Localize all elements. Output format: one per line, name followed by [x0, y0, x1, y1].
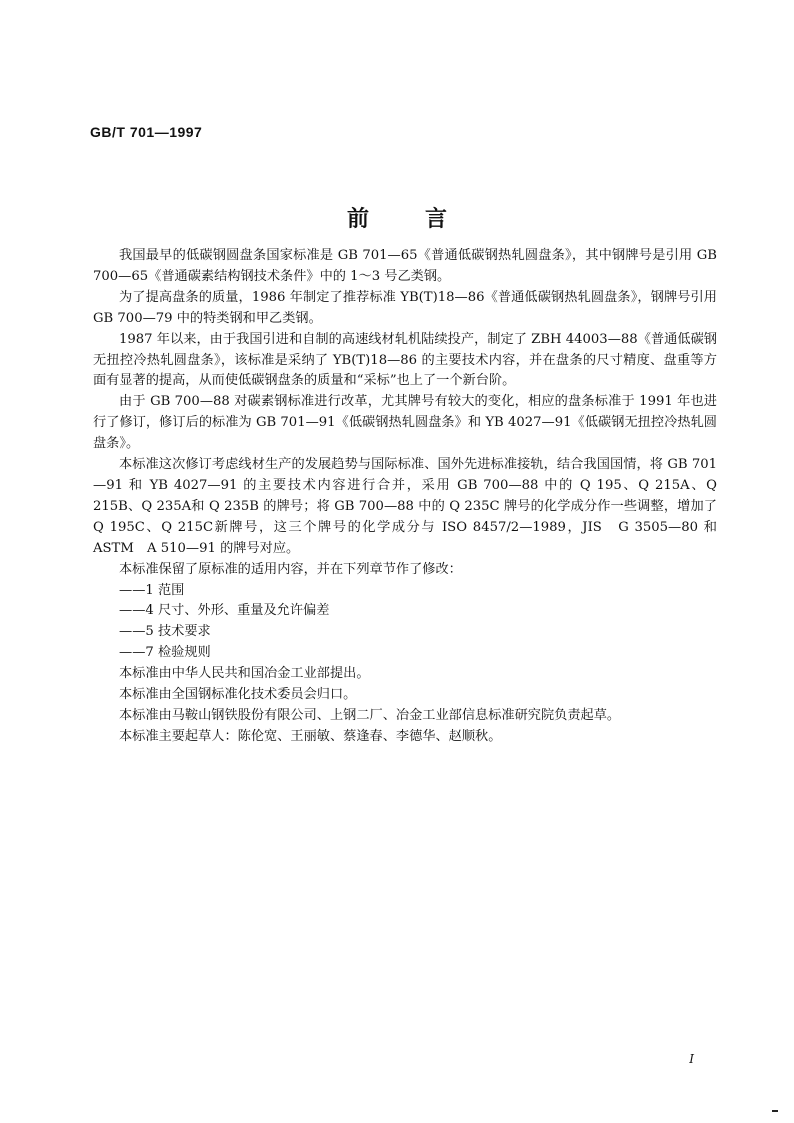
paragraph-1991-revision: 由于 GB 700—88 对碳素钢标准进行改革，尤其牌号有较大的变化，相应的盘条标准于 1991 年也进行了修订，修订后的标准为 GB 701—91《低碳钢热轧圆盘条》和 YB 4027—91《低碳钢无扭控冷热轧圆盘条》。	[93, 394, 717, 452]
standard-code: GB/T 701—1997	[90, 124, 203, 140]
paragraph-administered-by: 本标准由全国钢标准化技术委员会归口。	[119, 687, 357, 703]
paragraph-1987: 1987 年以来，由于我国引进和自制的高速线材轧机陆续投产，制定了 ZBH 44003—88《普通低碳钢无扭控冷热轧圆盘条》，该标准是采纳了 YB(T)18—86 的主要技术内容，并在盘条的尺寸精度、盘重等方面有显著的提高，从而使低碳钢盘条的质量和“采标”也上了一个新台阶。	[93, 331, 717, 389]
paragraph-1986: 为了提高盘条的质量，1986 年制定了推荐标准 YB(T)18—86《普通低碳钢热轧圆盘条》，钢牌号引用 GB 700—79 中的特类钢和甲乙类钢。	[93, 289, 717, 326]
preface-body	[93, 246, 717, 748]
paragraph-history: 我国最早的低碳钢圆盘条国家标准是 GB 701—65《普通低碳钢热轧圆盘条》，其中钢牌号是引用 GB 700—65《普通碳素结构钢技术条件》中的 1～3 号乙类钢。	[93, 248, 717, 284]
changes-list	[93, 581, 717, 665]
paragraph-current-revision: 本标准这次修订考虑线材生产的发展趋势与国际标准、国外先进标准接轨，结合我国国情，将 GB 701—91 和 YB 4027—91 的主要技术内容进行合并，采用 GB 700—88 中的 Q 195、Q 215A、Q 215B、Q 235A和 Q 235B 的牌号；将 GB 700—88 中的 Q 235C 牌号的化学成分作一些调整，增加了 Q 195C、Q 215C新牌号，这三个牌号的化学成分与 ISO 8457/2—1989，JIS G 3505—80 和 ASTM A 510—91 的牌号对应。	[93, 457, 717, 556]
page-number: I	[689, 1052, 694, 1066]
paragraph-drafters: 本标准主要起草人：陈伦宽、王丽敏、蔡逢春、李德华、赵顺秋。	[119, 728, 502, 744]
list-item: ——5 技术要求	[119, 624, 211, 640]
list-item: ——7 检验规则	[119, 645, 211, 661]
page-title: 前言	[346, 206, 503, 232]
paragraph-proposed-by: 本标准由中华人民共和国冶金工业部提出。	[119, 666, 370, 682]
paragraph-changes-intro: 本标准保留了原标准的适用内容，并在下列章节作了修改：	[119, 561, 462, 577]
paragraph-drafted-by: 本标准由马鞍山钢铁股份有限公司、上钢二厂、冶金工业部信息标准研究院负责起草。	[119, 707, 621, 723]
list-item: ——1 范围	[119, 582, 185, 598]
list-item: ——4 尺寸、外形、重量及允许偏差	[119, 603, 330, 619]
scan-edge-mark	[772, 1110, 778, 1112]
